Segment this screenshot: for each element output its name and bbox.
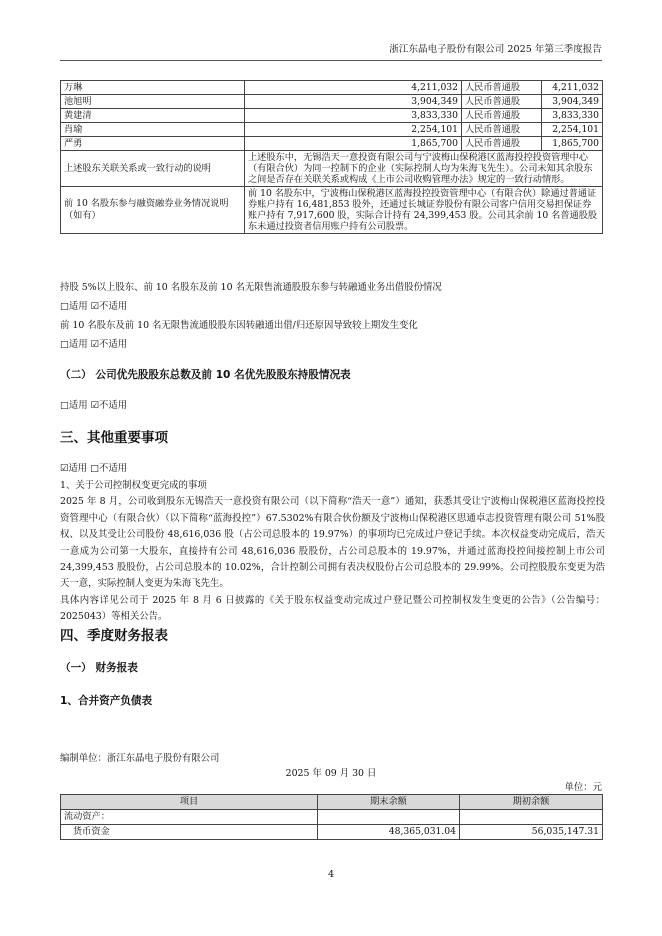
relation-text: 上述股东中，无锡浩天一意投资有限公司与宁波梅山保税港区蓝海投控投资管理中心（有限合伙）为同一控制下的企业（实际控制人均为朱海飞先生）。公司未知其余股东之间是否存在关联关系或构成《上市公司收购管理办法》规定的一致行动情形。 <box>245 151 603 187</box>
share-type: 人民币普通股 <box>462 109 542 123</box>
end-balance: 48,365,031.04 <box>318 825 460 840</box>
share-count: 1,865,700 <box>542 137 603 151</box>
empty-cell <box>460 810 603 825</box>
table-header-row <box>61 795 603 810</box>
currency-unit: 单位：元 <box>564 782 602 793</box>
column-header: 期末余额 <box>318 795 460 810</box>
table-row <box>61 137 603 151</box>
table-row <box>61 825 603 840</box>
table-row <box>61 810 603 825</box>
shareholder-shares: 1,865,700 <box>245 137 462 151</box>
share-count: 3,833,330 <box>542 109 603 123</box>
paragraph: 具体内容详见公司于 2025 年 8 月 6 日披露的《关于股东权益变动完成过户登记暨公司控制权发生变更的公告》（公告编号：2025043）等相关公告。 <box>60 594 605 623</box>
report-date: 2025 年 09 月 30 日 <box>285 768 377 779</box>
section-heading: 四、季度财务报表 <box>60 628 168 644</box>
shareholder-shares: 2,254,101 <box>245 123 462 137</box>
page-number: 4 <box>327 869 335 880</box>
share-count: 4,211,032 <box>542 81 603 95</box>
subsection-heading: （一） 财务报表 <box>60 662 138 674</box>
share-count: 3,904,349 <box>542 95 603 109</box>
shareholder-table <box>60 80 603 234</box>
table-row <box>61 123 603 137</box>
paragraph: 1、关于公司控制权变更完成的事项 <box>60 480 207 491</box>
shareholder-name: 黄建清 <box>61 109 245 123</box>
shareholder-shares: 4,211,032 <box>245 81 462 95</box>
header-divider <box>60 60 602 61</box>
table-row <box>61 81 603 95</box>
relation-label: 上述股东关联关系或一致行动的说明 <box>61 151 245 187</box>
begin-balance: 56,035,147.31 <box>460 825 603 840</box>
applicable-status: □适用 ☑不适用 <box>60 400 128 411</box>
subsection-heading: 1、合并资产负债表 <box>60 695 153 707</box>
shareholder-shares: 3,833,330 <box>245 109 462 123</box>
share-type: 人民币普通股 <box>462 137 542 151</box>
section-heading: 三、其他重要事项 <box>60 430 168 446</box>
share-type: 人民币普通股 <box>462 123 542 137</box>
table-row <box>61 151 603 187</box>
share-type: 人民币普通股 <box>462 81 542 95</box>
margin-label: 前 10 名股东参与融资融券业务情况说明（如有） <box>61 187 245 234</box>
share-type: 人民币普通股 <box>462 95 542 109</box>
balance-sheet-table <box>60 794 603 840</box>
share-count: 2,254,101 <box>542 123 603 137</box>
empty-cell <box>318 810 460 825</box>
shareholder-shares: 3,904,349 <box>245 95 462 109</box>
lending-note: 持股 5%以上股东、前 10 名股东及前 10 名无限售流通股股东参与转融通业务出借股份情况 <box>60 282 442 293</box>
item-label: 货币资金 <box>61 825 318 840</box>
shareholder-name: 肖瑜 <box>61 123 245 137</box>
table-row <box>61 109 603 123</box>
applicable-status: □适用 ☑不适用 <box>60 301 128 312</box>
shareholder-name: 万琳 <box>61 81 245 95</box>
section-label: 流动资产： <box>61 810 318 825</box>
shareholder-name: 严勇 <box>61 137 245 151</box>
preparer: 编制单位：浙江东晶电子股份有限公司 <box>60 753 220 764</box>
report-header: 浙江东晶电子股份有限公司 2025 年第三季度报告 <box>389 44 602 55</box>
margin-text: 前 10 名股东中，宁波梅山保税港区蓝海投控投资管理中心（有限合伙）除通过普通证券账户持有 16,481,853 股外，还通过长城证券股份有限公司客户信用交易担保证券账户持有 7,917,600 股，实际合计持有 24,399,453 股。公司其余前 10 名普通股股东未通过投资者信用账户持有公司股票。 <box>245 187 603 234</box>
column-header: 项目 <box>61 795 318 810</box>
control-change-text <box>60 478 605 626</box>
paragraph: 2025 年 8 月，公司收到股东无锡浩天一意投资有限公司（以下简称“浩天一意”）通知，获悉其受让宁波梅山保税港区蓝海投控投资管理中心（有限合伙）（以下简称“蓝海投控”）67.5302%有限合伙份额及宁波梅山保税港区思通卓志投资管理有限公司 51%股权、以及其受让公司股份 48,616,036 股（占公司总股本的 19.97%）的事项均已完成过户登记手续。本次权益变动完成后，浩天一意成为公司第一大股东，直接持有公司 48,616,036 股股份，占公司总股本的 19.97%，并通过蓝海投控间接控制上市公司 24,399,453 股股份，占公司总股本的 10.02%，合计控制公司拥有表决权股份占公司总股本的 29.99%。公司控股股东变更为浩天一意，实际控制人变更为朱海飞先生。 <box>60 496 605 590</box>
applicable-status: ☑适用 □不适用 <box>60 463 128 474</box>
preferred-shares-heading: （二） 公司优先股股东总数及前 10 名优先股股东持股情况表 <box>60 369 351 381</box>
applicable-status: □适用 ☑不适用 <box>60 339 128 350</box>
shareholder-name: 池旭明 <box>61 95 245 109</box>
table-row <box>61 95 603 109</box>
column-header: 期初余额 <box>460 795 603 810</box>
table-row <box>61 187 603 234</box>
change-note: 前 10 名股东及前 10 名无限售流通股股东因转融通出借/归还原因导致较上期发生变化 <box>60 320 418 331</box>
